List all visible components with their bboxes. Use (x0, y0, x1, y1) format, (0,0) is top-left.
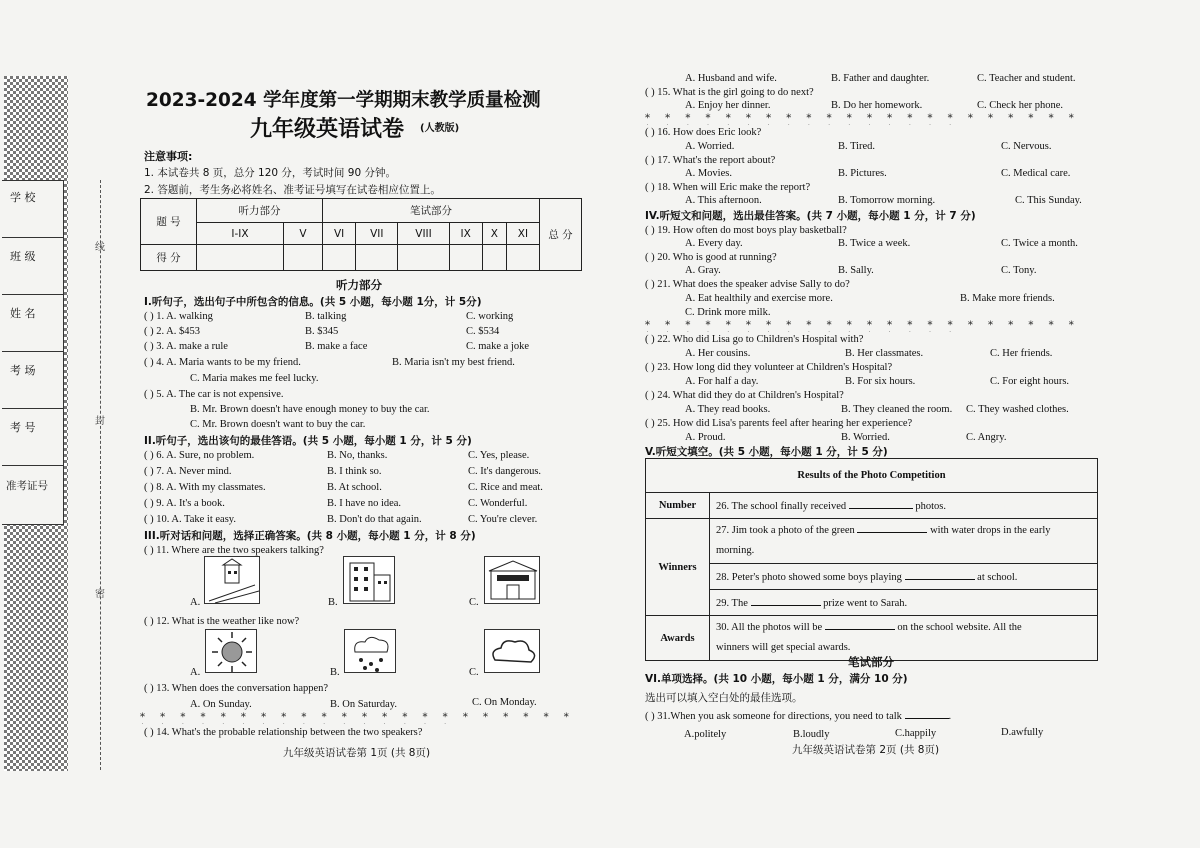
q22-option-c: C. Her friends. (990, 348, 1053, 359)
q1-option-c: C. working (466, 311, 514, 322)
q31-blank[interactable] (905, 709, 949, 719)
section-6-heading: VI.单项选择。(共 10 小题，每小题 1 分，满分 10 分) (645, 673, 908, 685)
score-cell (197, 245, 284, 271)
star-divider: * * * * * * * * * * * * * * * * * * * * * * (645, 113, 1080, 124)
rain-cloud-icon (345, 630, 397, 674)
q9-option-b: B. I have no idea. (327, 498, 402, 509)
q8-option-b: B. At school. (327, 482, 382, 493)
note-item-1: 1. 本试卷共 8 页，总分 120 分，考试时间 90 分钟。 (144, 167, 396, 179)
score-col-x: X (482, 223, 506, 245)
question-5: ( ) 5. A. The car is not expensive. (144, 389, 284, 400)
q11-picture-a (204, 556, 260, 604)
score-header-item: 题 号 (141, 199, 197, 245)
label-class: 班 级 (10, 250, 36, 263)
question-3: ( ) 3. A. make a rule (144, 341, 228, 352)
q18-option-c: C. This Sunday. (1015, 195, 1082, 206)
question-31: ( ) 31.When you ask someone for directions, you need to talk . (645, 711, 952, 722)
score-col-v: V (283, 223, 322, 245)
q18-option-a: A. This afternoon. (685, 195, 762, 206)
q27-text-a: 27. Jim took a photo of the green (716, 525, 855, 536)
q17-option-b: B. Pictures. (838, 168, 887, 179)
q12-option-b: B. (330, 667, 340, 678)
section-4-heading: IV.听短文和问题，选出最佳答案。(共 7 小题，每小题 1 分，计 7 分) (645, 210, 976, 222)
apartment-building-icon (344, 557, 396, 605)
q4-option-b: B. Maria isn't my best friend. (392, 357, 515, 368)
q7-option-c: C. It's dangerous. (468, 466, 542, 477)
q31-option-a: A.politely (684, 729, 727, 740)
info-row-ticket (2, 466, 64, 526)
question-25: ( ) 25. How did Lisa's parents feel after hearing her experience? (645, 418, 913, 429)
q23-option-b: B. For six hours. (845, 376, 916, 387)
q16-option-c: C. Nervous. (1001, 141, 1052, 152)
q25-option-a: A. Proud. (685, 432, 726, 443)
results-row-28 (710, 564, 1098, 590)
q25-option-b: B. Worried. (841, 432, 890, 443)
q28-text-b: at school. (977, 572, 1018, 583)
question-16: ( ) 16. How does Eric look? (645, 127, 762, 138)
q4-option-c: C. Maria makes me feel lucky. (190, 373, 319, 384)
q7-option-b: B. I think so. (327, 466, 382, 477)
score-table (140, 198, 582, 271)
q14-option-b: B. Father and daughter. (831, 73, 930, 84)
q25-option-c: C. Angry. (966, 432, 1007, 443)
q24-option-b: B. They cleaned the room. (841, 404, 953, 415)
results-number-label: Number (646, 493, 710, 519)
listening-heading: 听力部分 (336, 278, 382, 292)
results-row-27 (710, 519, 1098, 564)
score-cell (398, 245, 449, 271)
q24-option-c: C. They washed clothes. (966, 404, 1069, 415)
q21-option-b: B. Make more friends. (960, 293, 1055, 304)
q26-blank[interactable] (849, 499, 913, 509)
q11-picture-c (484, 556, 540, 604)
question-11: ( ) 11. Where are the two speakers talking? (144, 545, 324, 556)
written-heading: 笔试部分 (848, 655, 894, 669)
q3-option-c: C. make a joke (466, 341, 529, 352)
label-name: 姓 名 (10, 307, 36, 320)
question-20: ( ) 20. Who is good at running? (645, 252, 777, 263)
score-col-xi: XI (506, 223, 539, 245)
question-10: ( ) 10. A. Take it easy. (144, 514, 236, 525)
shop-icon (485, 557, 541, 605)
q6-option-b: B. No, thanks. (327, 450, 388, 461)
q12-option-a: A. (190, 667, 201, 678)
q27-text-b: with water drops in the early (930, 525, 1051, 536)
question-12: ( ) 12. What is the weather like now? (144, 616, 300, 627)
score-header-written: 笔试部分 (323, 199, 540, 223)
q19-option-a: A. Every day. (685, 238, 743, 249)
score-header-total: 总 分 (540, 199, 582, 271)
score-col-viii: VIII (398, 223, 449, 245)
q29-blank[interactable] (751, 596, 821, 606)
q9-option-c: C. Wonderful. (468, 498, 528, 509)
q12-picture-b (344, 629, 396, 673)
question-14: ( ) 14. What's the probable relationship between the two speakers? (144, 727, 423, 738)
q22-option-b: B. Her classmates. (845, 348, 924, 359)
q28-blank[interactable] (905, 570, 975, 580)
info-row-room (2, 352, 64, 409)
results-winners-label: Winners (646, 519, 710, 616)
q14-option-c: C. Teacher and student. (977, 73, 1076, 84)
page-2-footer: 九年级英语试卷第 2页 (共 8页) (792, 744, 940, 756)
q31-stem: ( ) 31.When you ask someone for directions, you need to talk (645, 711, 902, 722)
q30-text-c: winners will get special awards. (716, 642, 851, 653)
label-school: 学 校 (10, 191, 36, 204)
score-cell (356, 245, 398, 271)
question-8: ( ) 8. A. With my classmates. (144, 482, 266, 493)
q3-option-b: B. make a face (305, 341, 368, 352)
page-1-footer: 九年级英语试卷第 1页 (共 8页) (283, 747, 431, 759)
question-4: ( ) 4. A. Maria wants to be my friend. (144, 357, 301, 368)
q12-picture-c (484, 629, 540, 673)
q11-option-a: A. (190, 597, 201, 608)
question-24: ( ) 24. What did they do at Children's Hospital? (645, 390, 844, 401)
q30-text-b: on the school website. All the (897, 622, 1022, 633)
results-title: Results of the Photo Competition (646, 459, 1098, 493)
q18-option-b: B. Tomorrow morning. (838, 195, 936, 206)
score-cell (283, 245, 322, 271)
q12-picture-a (205, 629, 257, 673)
student-info-box (2, 180, 64, 525)
question-2: ( ) 2. A. $453 (144, 326, 200, 337)
results-row-30 (710, 616, 1098, 661)
note-item-2: 2. 答题前，考生务必将姓名、准考证号填写在试卷相应位置上。 (144, 184, 441, 196)
q15-option-b: B. Do her homework. (831, 100, 923, 111)
star-divider: * * * * * * * * * * * * * * * * * * * * * * (140, 712, 575, 723)
q31-option-d: D.awfully (1001, 727, 1044, 738)
score-col-vi: VI (323, 223, 356, 245)
q15-option-a: A. Enjoy her dinner. (685, 100, 771, 111)
q17-option-a: A. Movies. (685, 168, 732, 179)
q21-option-a: A. Eat healthily and exercise more. (685, 293, 833, 304)
results-row-26 (710, 493, 1098, 519)
seal-word-secret: 密 (95, 589, 105, 600)
question-9: ( ) 9. A. It's a book. (144, 498, 225, 509)
results-row-29 (710, 590, 1098, 616)
star-divider: * * * * * * * * * * * * * * * * * * * * * * (645, 320, 1080, 331)
question-1: ( ) 1. A. walking (144, 311, 213, 322)
score-cell (506, 245, 539, 271)
q22-option-a: A. Her cousins. (685, 348, 751, 359)
q2-option-c: C. $534 (466, 326, 500, 337)
question-17: ( ) 17. What's the report about? (645, 155, 776, 166)
q2-option-b: B. $345 (305, 326, 339, 337)
q26-text-b: photos. (915, 501, 947, 512)
q20-option-c: C. Tony. (1001, 265, 1037, 276)
question-15: ( ) 15. What is the girl going to do next? (645, 87, 814, 98)
question-18: ( ) 18. When will Eric make the report? (645, 182, 811, 193)
q13-option-b: B. On Saturday. (330, 699, 397, 710)
q10-option-b: B. Don't do that again. (327, 514, 422, 525)
q10-option-c: C. You're clever. (468, 514, 538, 525)
label-ticket-number: 准考证号 (6, 480, 48, 492)
q14-option-a: A. Husband and wife. (685, 73, 777, 84)
label-exam-room: 考 场 (10, 364, 36, 377)
building-road-icon (205, 557, 261, 605)
q19-option-b: B. Twice a week. (838, 238, 911, 249)
q6-option-c: C. Yes, please. (468, 450, 530, 461)
q30-text-a: 30. All the photos will be (716, 622, 823, 633)
section-1-heading: I.听句子，选出句子中所包含的信息。(共 5 小题，每小题 1分，计 5分) (144, 296, 482, 308)
q12-option-c: C. (469, 667, 479, 678)
score-row-label: 得 分 (141, 245, 197, 271)
q5-option-c: C. Mr. Brown doesn't want to buy the car. (190, 419, 366, 430)
q23-option-c: C. For eight hours. (990, 376, 1070, 387)
photo-results-table (645, 458, 1098, 661)
q20-option-a: A. Gray. (685, 265, 721, 276)
q29-text-a: 29. The (716, 598, 748, 609)
q24-option-a: A. They read books. (685, 404, 771, 415)
score-col-vii: VII (356, 223, 398, 245)
section-2-heading: II.听句子，选出该句的最佳答语。(共 5 小题，每小题 1 分，计 5 分) (144, 435, 472, 447)
notes-heading: 注意事项: (144, 150, 193, 163)
info-row-class (2, 238, 64, 295)
cloud-icon (485, 630, 541, 674)
q16-option-b: B. Tired. (838, 141, 876, 152)
question-22: ( ) 22. Who did Lisa go to Children's Hospital with? (645, 334, 864, 345)
q30-blank[interactable] (825, 620, 895, 630)
section-6-instruction: 选出可以填入空白处的最佳选项。 (645, 692, 803, 704)
question-23: ( ) 23. How long did they volunteer at Children's Hospital? (645, 362, 893, 373)
label-exam-number: 考 号 (10, 421, 36, 434)
sun-icon (206, 630, 258, 674)
q11-option-c: C. (469, 597, 479, 608)
q5-option-b: B. Mr. Brown doesn't have enough money to buy the car. (190, 404, 430, 415)
section-5-heading: V.听短文填空。(共 5 小题，每小题 1 分，计 5 分) (645, 446, 888, 458)
q17-option-c: C. Medical care. (1001, 168, 1071, 179)
score-col-i-ix: I-IX (197, 223, 284, 245)
q1-option-b: B. talking (305, 311, 347, 322)
exam-title: 2023-2024 学年度第一学期期末教学质量检测 (146, 90, 541, 111)
info-row-school (2, 181, 64, 238)
q27-blank[interactable] (857, 523, 927, 533)
edition-label: (人教版) (420, 123, 460, 134)
question-21: ( ) 21. What does the speaker advise Sally to do? (645, 279, 850, 290)
results-awards-label: Awards (646, 616, 710, 661)
q29-text-b: prize went to Sarah. (823, 598, 908, 609)
score-header-listening: 听力部分 (197, 199, 323, 223)
question-6: ( ) 6. A. Sure, no problem. (144, 450, 255, 461)
q15-option-c: C. Check her phone. (977, 100, 1064, 111)
question-19: ( ) 19. How often do most boys play basketball? (645, 225, 847, 236)
score-cell (323, 245, 356, 271)
q20-option-b: B. Sally. (838, 265, 874, 276)
seal-word-seal: 封 (95, 416, 105, 427)
q19-option-c: C. Twice a month. (1001, 238, 1078, 249)
exam-subtitle: 九年级英语试卷 (250, 117, 405, 142)
q21-option-c: C. Drink more milk. (685, 307, 771, 318)
q28-text-a: 28. Peter's photo showed some boys playing (716, 572, 902, 583)
q26-text-a: 26. The school finally received (716, 501, 847, 512)
info-row-seat (2, 409, 64, 466)
q11-option-b: B. (328, 597, 338, 608)
q13-option-c: C. On Monday. (472, 697, 537, 708)
section-3-heading: III.听对话和问题，选择正确答案。(共 8 小题，每小题 1 分，计 8 分) (144, 530, 476, 542)
info-row-name (2, 295, 64, 352)
seal-line (100, 180, 101, 770)
q31-option-b: B.loudly (793, 729, 830, 740)
score-cell (449, 245, 482, 271)
q27-text-c: morning. (716, 545, 755, 556)
question-7: ( ) 7. A. Never mind. (144, 466, 232, 477)
seal-word-line: 线 (95, 242, 105, 253)
score-cell (482, 245, 506, 271)
q23-option-a: A. For half a day. (685, 376, 759, 387)
score-col-ix: IX (449, 223, 482, 245)
question-13: ( ) 13. When does the conversation happen? (144, 683, 329, 694)
q31-option-c: C.happily (895, 728, 937, 739)
q8-option-c: C. Rice and meat. (468, 482, 543, 493)
q16-option-a: A. Worried. (685, 141, 735, 152)
q13-option-a: A. On Sunday. (190, 699, 252, 710)
q11-picture-b (343, 556, 395, 604)
